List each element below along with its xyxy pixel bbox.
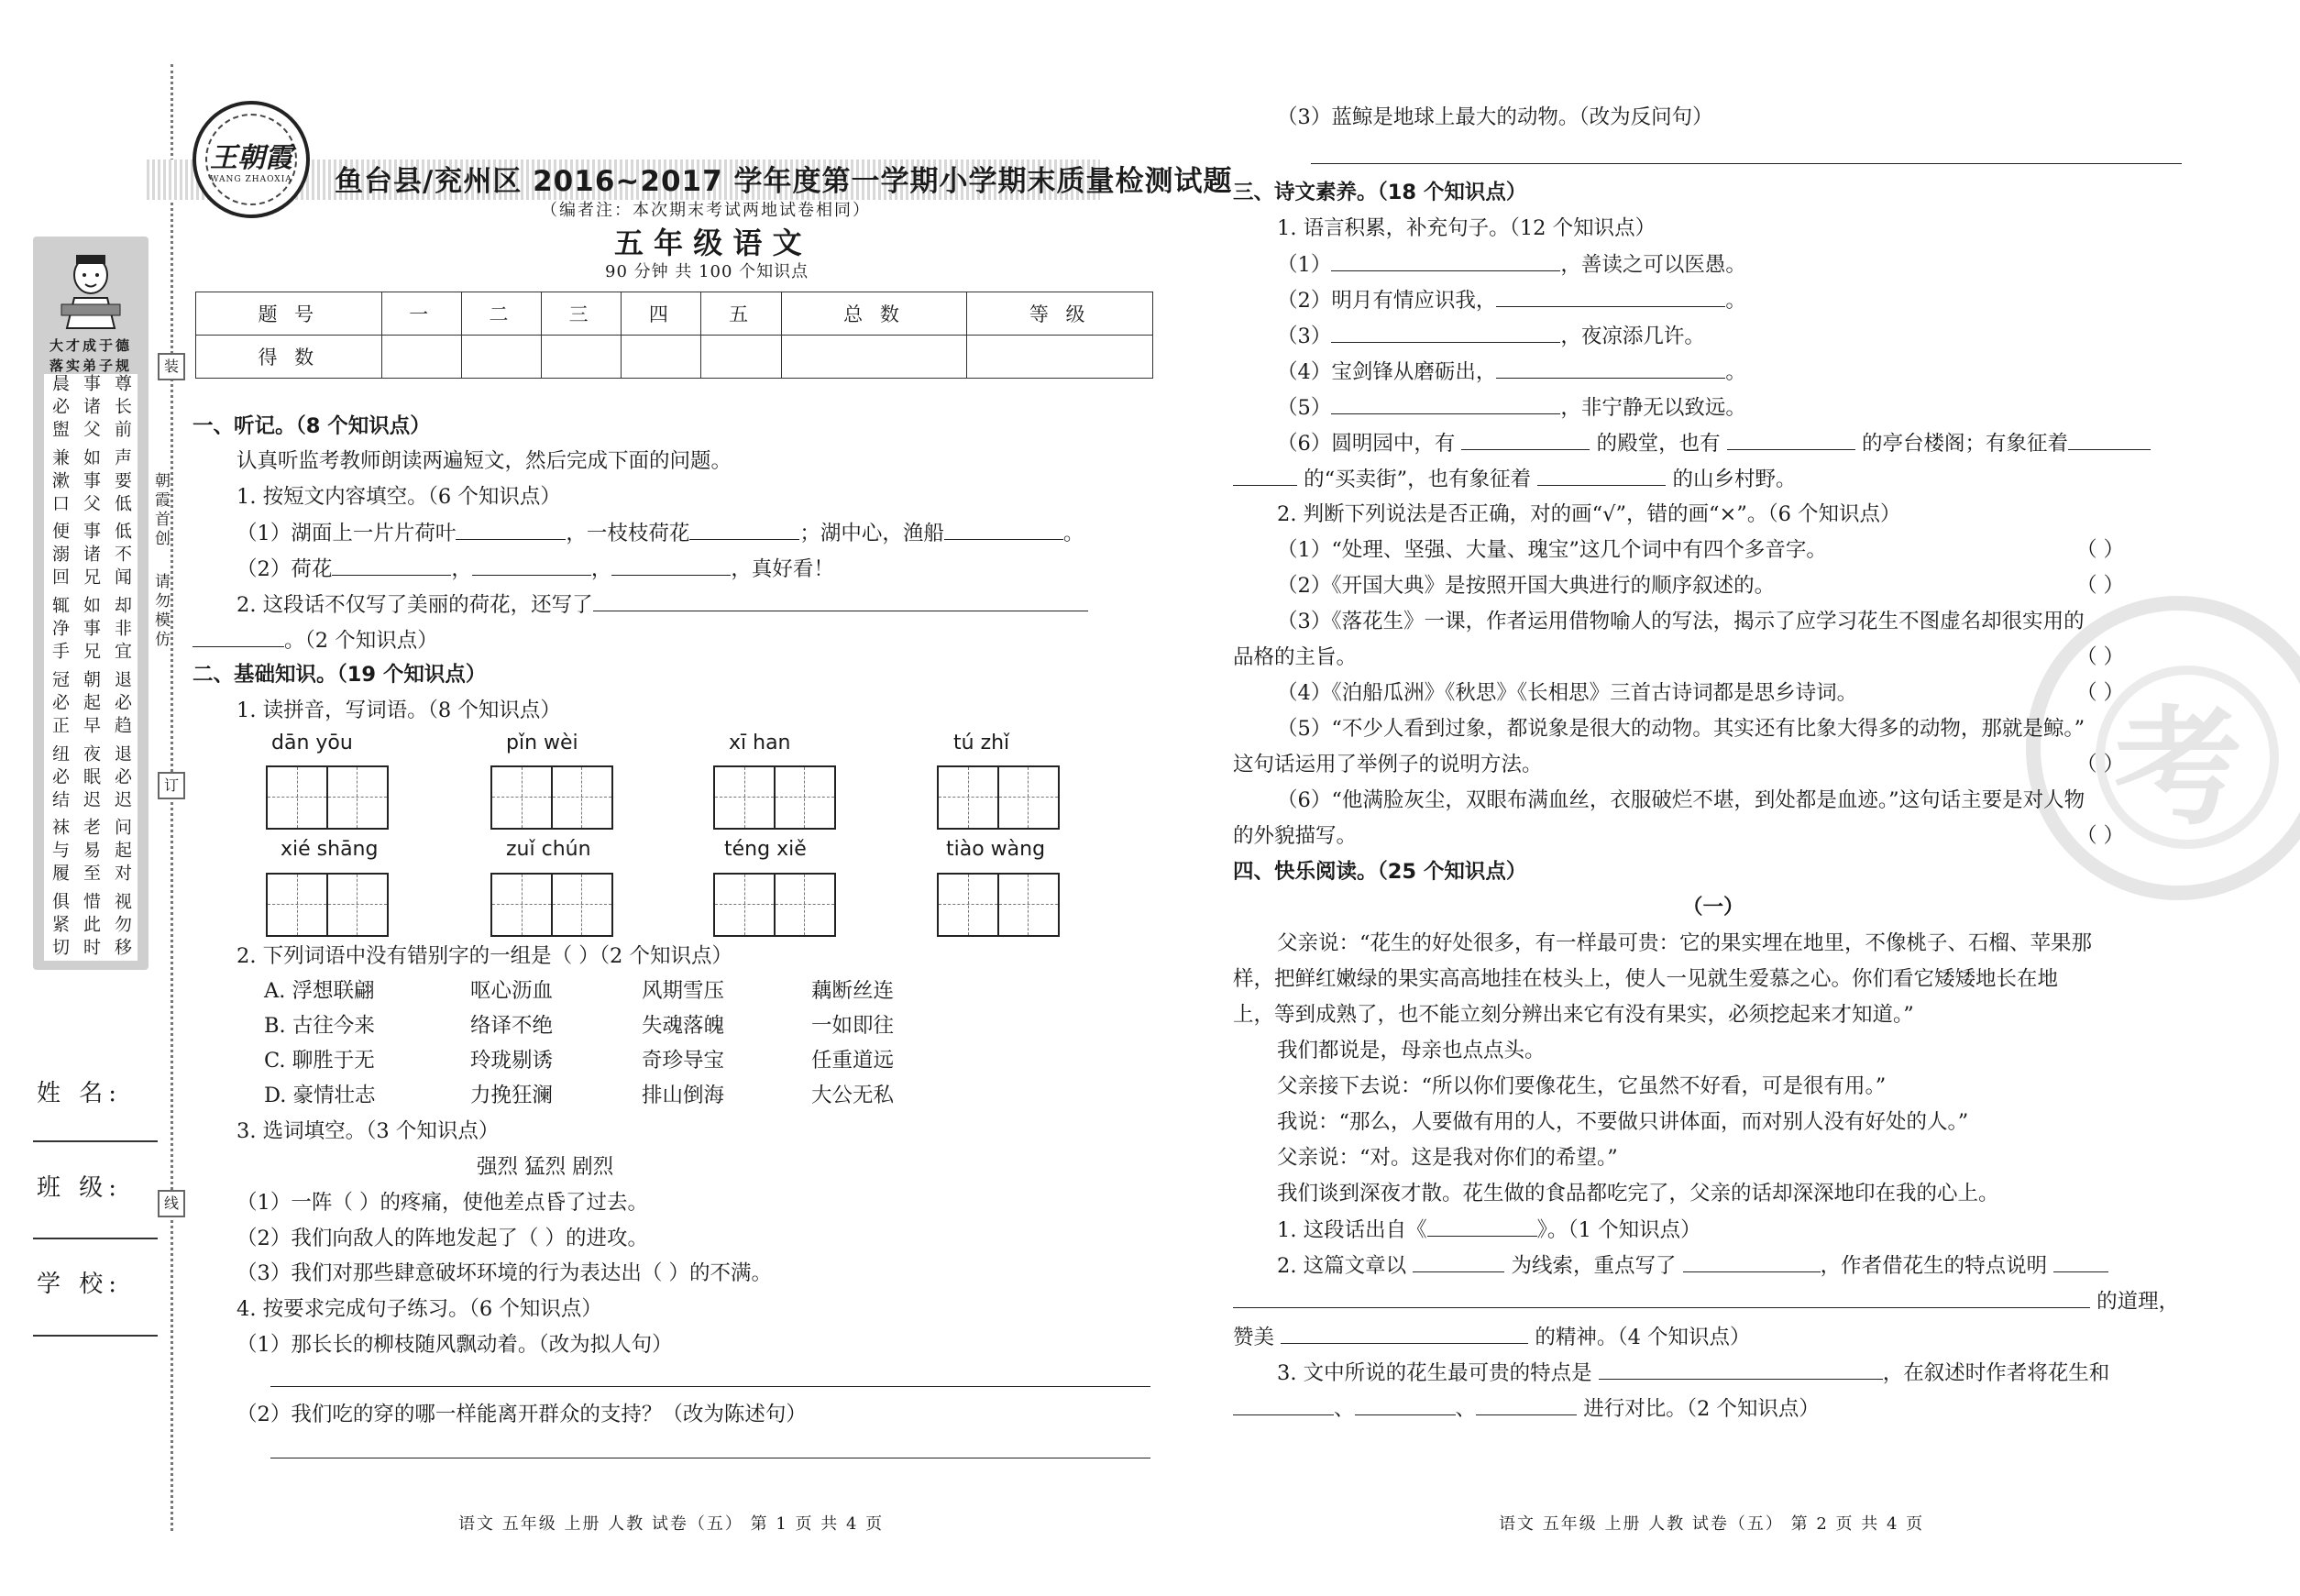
blank[interactable] xyxy=(1355,1394,1456,1415)
writing-grid[interactable] xyxy=(713,765,836,830)
writing-grid[interactable] xyxy=(266,873,389,937)
q2-1: 1. 读拼音，写词语。（8 个知识点） xyxy=(237,699,561,722)
pinyin-label: tiào wàng xyxy=(946,838,1046,861)
passage-line: 父亲说：“花生的好处很多，有一样最可贵：它的果实埋在地里，不像桃子、石榴、苹果那 xyxy=(1277,931,2093,955)
scroll-text xyxy=(44,374,138,961)
q2-3c: （3）我们对那些肆意破坏环境的行为表达出（ ）的不满。 xyxy=(237,1261,772,1285)
reading-q2-cont2: 赞美 的精神。（4 个知识点） xyxy=(1233,1323,1751,1351)
scroll-col: 纽必结 xyxy=(50,743,70,813)
option-word: 一如即往 xyxy=(811,1014,895,1038)
pinyin-label: xié shāng xyxy=(281,838,379,861)
scroll-col: 声要低 xyxy=(112,447,132,517)
option-word: 任重道远 xyxy=(811,1049,895,1073)
scholar-illustration xyxy=(54,248,127,330)
reading-q3: 3. 文中所说的花生最可贵的特点是 ，在叙述时作者将花生和 xyxy=(1233,1359,2109,1387)
motto-scroll xyxy=(33,237,149,970)
q1-2: 2. 这段话不仅写了美丽的荷花，还写了 xyxy=(193,590,1088,619)
motto-line-1: 大才成于德 xyxy=(49,337,132,354)
blank[interactable] xyxy=(472,555,591,576)
writing-grid[interactable] xyxy=(713,873,836,937)
section-4-title: 四、快乐阅读。（25 个知识点） xyxy=(1233,860,1527,884)
binding-sidebar xyxy=(0,0,183,1596)
scroll-col: 袜与履 xyxy=(50,818,70,887)
scroll-col: 惜此时 xyxy=(81,891,101,961)
judge-3: （3）《落花生》一课，作者运用借物喻人的写法，揭示了应学习花生不图虚名却很实用的 xyxy=(1277,610,2085,633)
q2-4c: （3）蓝鲸是地球上最大的动物。（改为反问句） xyxy=(1277,105,1713,129)
blank[interactable] xyxy=(1233,1394,1334,1415)
passage-line: 我们谈到深夜才散。花生做的食品都吃完了，父亲的话却深深地印在我的心上。 xyxy=(1277,1182,1999,1205)
q2-3: 3. 选词填空。（3 个知识点） xyxy=(237,1119,500,1143)
score-cell: 三 xyxy=(542,292,622,336)
scroll-col: 便溺回 xyxy=(50,522,70,591)
option-d: D. 豪情壮志 xyxy=(264,1084,376,1107)
name-label: 姓 名: xyxy=(37,1080,123,1107)
blank[interactable] xyxy=(2053,1251,2108,1272)
scroll-col: 如事父 xyxy=(81,447,101,517)
scroll-col: 冠必正 xyxy=(50,669,70,739)
scroll-col: 如事兄 xyxy=(81,596,101,666)
scroll-col: 辄净手 xyxy=(50,596,70,666)
passage-line: 父亲接下去说：“所以你们要像花生，它虽然不好看，可是很有用。” xyxy=(1277,1074,1887,1098)
blank[interactable] xyxy=(1461,429,1590,450)
scroll-col: 兼漱口 xyxy=(50,447,70,517)
score-cell: 得 数 xyxy=(196,336,382,379)
section-2-title: 二、基础知识。（19 个知识点） xyxy=(193,663,487,687)
blank[interactable] xyxy=(1413,1251,1504,1272)
logo-text: 王朝霞 xyxy=(210,142,292,174)
option-word: 力挽狂澜 xyxy=(470,1084,554,1107)
page-1 xyxy=(193,0,1155,1596)
blank[interactable] xyxy=(1496,358,1725,379)
seal-char-xian: 线 xyxy=(158,1190,185,1217)
blank[interactable] xyxy=(456,519,566,540)
scroll-col: 朝起早 xyxy=(81,669,101,739)
q3-1d: （4）宝剑锋从磨砺出， 。 xyxy=(1233,358,1746,386)
passage-line: 上，等到成熟了，也不能立刻分辨出来它有没有果实，必须挖起来才知道。” xyxy=(1233,1003,1914,1027)
option-a: A. 浮想联翩 xyxy=(264,979,375,1003)
judge-paren[interactable]: （ ） xyxy=(2076,824,2125,848)
section-1-intro: 认真听监考教师朗读两遍短文，然后完成下面的问题。 xyxy=(237,449,732,473)
q3-2: 2. 判断下列说法是否正确，对的画“√”，错的画“×”。（6 个知识点） xyxy=(1277,502,1901,526)
blank[interactable] xyxy=(1683,1251,1821,1272)
blank[interactable] xyxy=(332,555,451,576)
logo-subtext: WANG ZHAOXIA xyxy=(210,175,292,184)
option-word: 络译不绝 xyxy=(470,1014,554,1038)
blank[interactable] xyxy=(1233,1287,2090,1308)
pinyin-label: zuǐ chún xyxy=(506,838,591,861)
q2-2: 2. 下列词语中没有错别字的一组是（ ）（2 个知识点） xyxy=(237,944,732,968)
q3-1f-cont: 的“买卖街”，也有象征着 的山乡村野。 xyxy=(1233,465,1797,493)
scroll-col: 夜眠迟 xyxy=(81,743,101,813)
school-field[interactable] xyxy=(33,1335,158,1337)
reading-label: （一） xyxy=(1682,896,1744,919)
passage-line: 样，把鲜红嫩绿的果实高高地挂在枝头上，使人一见就生爱慕之心。你们看它矮矮地长在地 xyxy=(1233,967,2059,991)
footer-page-2: 语文 五年级 上册 人教 试卷（五） 第 2 页 共 4 页 xyxy=(1499,1514,1925,1534)
answer-line[interactable] xyxy=(1311,163,2182,164)
reading-q2-cont: 的道理， xyxy=(1233,1287,2179,1315)
q1-1a: （1）湖面上一片片荷叶 ，一枝枝荷花 ；湖中心，渔船 。 xyxy=(193,519,1084,547)
q1-1b: （2）荷花 ， ， ，真好看！ xyxy=(193,555,834,583)
q3-1a: （1） ，善读之可以医愚。 xyxy=(1233,250,1746,279)
editor-note: （编者注：本次期末考试两地试卷相同） xyxy=(541,201,871,220)
option-word: 风期雪压 xyxy=(642,979,725,1003)
q2-3a: （1）一阵（ ）的疼痛，使他差点昏了过去。 xyxy=(237,1191,648,1215)
scroll-col: 退必趋 xyxy=(112,669,132,739)
writing-grid[interactable] xyxy=(490,765,613,830)
pinyin-label: pǐn wèi xyxy=(506,732,578,754)
score-cell: 五 xyxy=(701,292,781,336)
blank[interactable] xyxy=(611,555,731,576)
blank[interactable] xyxy=(1331,250,1560,271)
vertical-note-2: 请勿模仿 xyxy=(151,573,170,650)
scroll-col: 事诸兄 xyxy=(81,522,101,591)
option-word: 大公无私 xyxy=(811,1084,895,1107)
judge-paren[interactable]: （ ） xyxy=(2076,681,2125,705)
blank[interactable] xyxy=(1281,1323,1528,1344)
class-field[interactable] xyxy=(33,1238,158,1239)
score-cell: 总 数 xyxy=(781,292,967,336)
scroll-col: 尊长前 xyxy=(112,374,132,443)
judge-4: （4）《泊船瓜洲》《秋思》《长相思》三首古诗词都是思乡诗词。 xyxy=(1277,681,1858,705)
writing-grid[interactable] xyxy=(937,873,1060,937)
blank[interactable] xyxy=(1496,286,1725,307)
option-word: 失魂落魄 xyxy=(642,1014,725,1038)
judge-3-cont: 品格的主旨。 xyxy=(1233,645,1358,669)
passage-line: 我说：“那么，人要做有用的人，不要做只讲体面，而对别人没有好处的人。” xyxy=(1277,1110,1969,1134)
blank[interactable] xyxy=(193,626,284,647)
q1-2-cont: 。（2 个知识点） xyxy=(193,626,438,655)
word-choices: 强烈 猛烈 剧烈 xyxy=(477,1155,614,1179)
name-field[interactable] xyxy=(33,1140,158,1142)
watermark-char: 考 xyxy=(2114,694,2243,843)
scroll-col: 却非宜 xyxy=(112,596,132,666)
option-word: 排山倒海 xyxy=(642,1084,725,1107)
page-2 xyxy=(1233,0,2200,1596)
blank[interactable] xyxy=(1331,393,1560,414)
section-3-title: 三、诗文素养。（18 个知识点） xyxy=(1233,181,1527,204)
scroll-col: 问起对 xyxy=(112,818,132,887)
vertical-note-1: 朝霞首创 xyxy=(151,472,170,549)
footer-page-1: 语文 五年级 上册 人教 试卷（五） 第 1 页 共 4 页 xyxy=(458,1514,885,1534)
q3-1f: （6）圆明园中，有 的殿堂，也有 的亭台楼阁；有象征着 xyxy=(1233,429,2151,457)
score-cell: 等 级 xyxy=(967,292,1153,336)
passage-line: 父亲说：“对。这是我对你们的希望。” xyxy=(1277,1146,1618,1170)
scroll-col: 晨必盥 xyxy=(50,374,70,443)
writing-grid[interactable] xyxy=(937,765,1060,830)
pinyin-label: xī han xyxy=(729,732,791,754)
blank[interactable] xyxy=(2068,429,2151,450)
blank[interactable] xyxy=(689,519,799,540)
scroll-col: 事诸父 xyxy=(81,374,101,443)
reading-q3-cont: 、 、 进行对比。（2 个知识点） xyxy=(1233,1394,1820,1423)
reading-q1: 1. 这段话出自《 》。（1 个知识点） xyxy=(1233,1216,1701,1244)
class-label: 班 级: xyxy=(37,1174,123,1202)
q1-1: 1. 按短文内容填空。（6 个知识点） xyxy=(237,485,561,509)
option-word: 藕断丝连 xyxy=(811,979,895,1003)
score-cell: 题 号 xyxy=(196,292,382,336)
judge-paren[interactable]: （ ） xyxy=(2076,538,2125,562)
exam-title: 鱼台县/兖州区 2016~2017 学年度第一学期小学期末质量检测试题 xyxy=(335,165,1233,198)
blank[interactable] xyxy=(1233,465,1297,486)
writing-grid[interactable] xyxy=(490,873,613,937)
writing-grid[interactable] xyxy=(266,765,389,830)
seal-char-zhuang: 装 xyxy=(158,353,185,380)
option-b: B. 古往今来 xyxy=(264,1014,375,1038)
section-1-title: 一、听记。（8 个知识点） xyxy=(193,414,431,438)
judge-paren[interactable]: （ ） xyxy=(2076,574,2125,598)
judge-6: （6）“他满脸灰尘，双眼布满血丝，衣服破烂不堪，到处都是血迹。”这句话主要是对人物 xyxy=(1277,788,2085,812)
school-label: 学 校: xyxy=(37,1271,123,1298)
judge-6-cont: 的外貌描写。 xyxy=(1233,824,1358,848)
answer-line[interactable] xyxy=(270,1386,1150,1387)
judge-5: （5）“不少人看到过象，都说象是很大的动物。其实还有比象大得多的动物，那就是鲸。” xyxy=(1277,717,2085,741)
score-cell: 四 xyxy=(622,292,701,336)
blank[interactable] xyxy=(944,519,1063,540)
blank[interactable] xyxy=(1331,322,1560,343)
judge-1: （1）“处理、坚强、大量、瑰宝”这几个词中有四个多音字。 xyxy=(1277,538,1827,562)
q3-1b: （2）明月有情应识我， 。 xyxy=(1233,286,1746,314)
q3-1c: （3） ，夜凉添几许。 xyxy=(1233,322,1705,350)
option-word: 奇珍导宝 xyxy=(642,1049,725,1073)
reading-q2: 2. 这篇文章以 为线索，重点写了 ，作者借花生的特点说明 xyxy=(1233,1251,2108,1280)
scroll-col: 视勿移 xyxy=(112,891,132,961)
score-cell: 一 xyxy=(381,292,461,336)
pinyin-label: tú zhǐ xyxy=(953,732,1010,754)
pinyin-label: dān yōu xyxy=(271,732,353,754)
blank[interactable] xyxy=(1427,1216,1537,1237)
q3-1e: （5） ，非宁静无以致远。 xyxy=(1233,393,1746,422)
q2-4b: （2）我们吃的穿的哪一样能离开群众的支持？（改为陈述句） xyxy=(237,1403,807,1426)
q2-3b: （2）我们向敌人的阵地发起了（ ）的进攻。 xyxy=(237,1227,648,1250)
scroll-col: 老易至 xyxy=(81,818,101,887)
seal-char-ding: 订 xyxy=(158,772,185,799)
scroll-col: 低不闻 xyxy=(112,522,132,591)
subject-title: 五 年 级 语 文 xyxy=(614,226,802,260)
q3-1: 1. 语言积累，补充句子。（12 个知识点） xyxy=(1277,216,1656,240)
motto-line-2: 落实弟子规 xyxy=(49,358,132,374)
option-word: 呕心沥血 xyxy=(470,979,554,1003)
score-cell: 二 xyxy=(461,292,541,336)
scroll-col: 俱紧切 xyxy=(50,891,70,961)
pinyin-label: téng xiě xyxy=(724,838,807,861)
judge-5-cont: 这句话运用了举例子的说明方法。 xyxy=(1233,753,1543,776)
option-word: 玲珑剔诱 xyxy=(470,1049,554,1073)
blank[interactable] xyxy=(593,590,1088,611)
option-c: C. 聊胜于无 xyxy=(264,1049,375,1073)
blank[interactable] xyxy=(1727,429,1855,450)
judge-paren[interactable]: （ ） xyxy=(2076,645,2125,669)
q2-4: 4. 按要求完成句子练习。（6 个知识点） xyxy=(237,1297,602,1321)
scroll-col: 退必迟 xyxy=(112,743,132,813)
judge-paren[interactable]: （ ） xyxy=(2076,753,2125,776)
q2-4a: （1）那长长的柳枝随风飘动着。（改为拟人句） xyxy=(237,1333,673,1357)
blank[interactable] xyxy=(1599,1359,1883,1380)
passage-line: 我们都说是，母亲也点点头。 xyxy=(1277,1039,1546,1062)
blank[interactable] xyxy=(1476,1394,1577,1415)
blank[interactable] xyxy=(1537,465,1666,486)
exam-duration: 90 分钟 共 100 个知识点 xyxy=(605,262,809,281)
judge-2: （2）《开国大典》是按照开国大典进行的顺序叙述的。 xyxy=(1277,574,1776,598)
